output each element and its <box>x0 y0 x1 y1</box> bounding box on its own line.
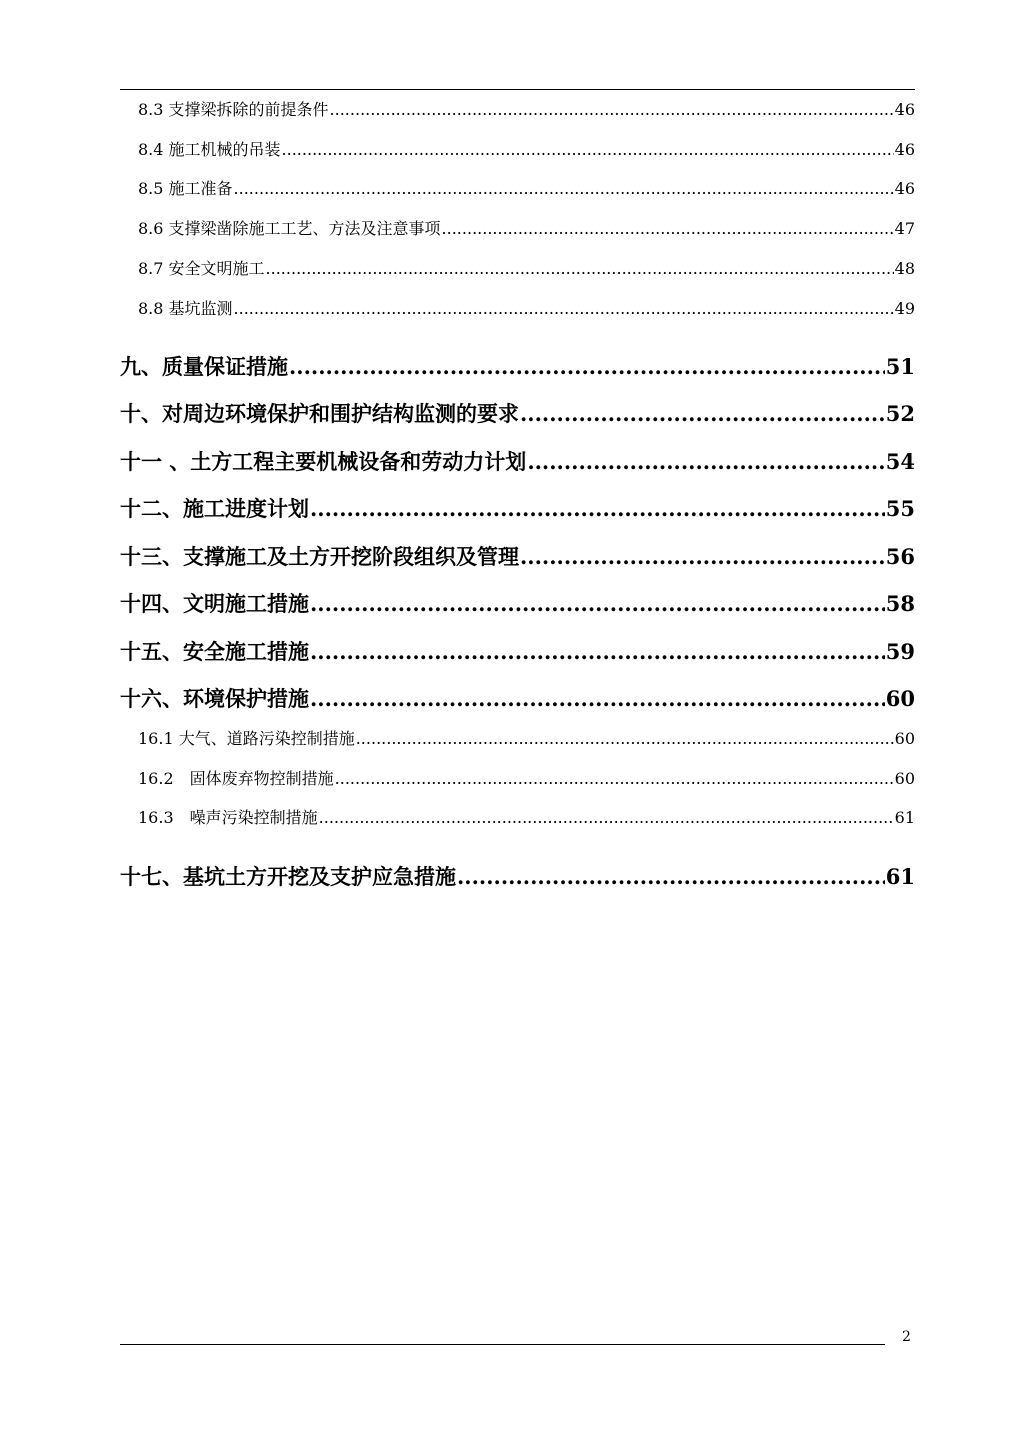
dot-leader <box>520 543 885 571</box>
toc-entry-chapter-13[interactable] <box>120 543 915 571</box>
toc-entry-title: 8.7 安全文明施工 <box>138 259 265 278</box>
toc-entry-page: 56 <box>885 544 915 569</box>
toc-entry-page: 48 <box>894 259 915 278</box>
toc-entry-title: 十七、基坑土方开挖及支护应急措施 <box>120 864 456 889</box>
toc-entry-page: 46 <box>894 140 915 159</box>
toc-entry-8-3[interactable] <box>138 99 915 121</box>
toc-entry-page: 61 <box>894 808 915 827</box>
toc-entry-page: 60 <box>894 729 915 748</box>
footer-page-number: 2 <box>902 1329 911 1345</box>
toc-entry-chapter-12[interactable] <box>120 495 915 523</box>
toc-entry-chapter-14[interactable] <box>120 590 915 618</box>
toc-entry-title: 8.4 施工机械的吊装 <box>138 140 281 159</box>
dot-leader <box>457 863 885 891</box>
toc-entry-chapter-10[interactable] <box>120 400 915 428</box>
toc-entry-page: 47 <box>894 219 915 238</box>
dot-leader <box>266 258 894 280</box>
toc-entry-title: 十一 、土方工程主要机械设备和劳动力计划 <box>120 449 527 474</box>
dot-leader <box>234 298 894 320</box>
dot-leader <box>310 638 885 666</box>
toc-entry-title: 十、对周边环境保护和围护结构监测的要求 <box>120 401 519 426</box>
toc-entry-page: 46 <box>894 100 915 119</box>
toc-entry-title: 九、质量保证措施 <box>120 354 288 379</box>
toc-entry-page: 60 <box>894 769 915 788</box>
toc-entry-title: 16.1 大气、道路污染控制措施 <box>138 729 355 748</box>
toc-entry-8-8[interactable] <box>138 298 915 320</box>
toc-entry-chapter-17[interactable] <box>120 863 915 891</box>
toc-entry-page: 60 <box>885 686 915 711</box>
toc-entry-title: 8.8 基坑监测 <box>138 299 233 318</box>
toc-entry-page: 46 <box>894 179 915 198</box>
dot-leader <box>335 768 894 790</box>
toc-entry-chapter-15[interactable] <box>120 638 915 666</box>
toc-entry-title: 十五、安全施工措施 <box>120 639 309 664</box>
toc-entry-chapter-11[interactable] <box>120 448 915 476</box>
toc-entry-title: 十六、环境保护措施 <box>120 686 309 711</box>
dot-leader <box>319 807 894 829</box>
toc-entry-page: 52 <box>885 401 915 426</box>
toc-entry-title: 十三、支撑施工及土方开挖阶段组织及管理 <box>120 544 519 569</box>
dot-leader <box>356 728 894 750</box>
toc-entry-page: 54 <box>885 449 915 474</box>
toc-entry-page: 49 <box>894 299 915 318</box>
toc-entry-title: 8.5 施工准备 <box>138 179 233 198</box>
toc-entry-page: 59 <box>885 639 915 664</box>
toc-entry-16-3[interactable] <box>138 807 915 829</box>
toc-entry-16-2[interactable] <box>138 768 915 790</box>
dot-leader <box>310 495 885 523</box>
toc-entry-chapter-9[interactable] <box>120 353 915 381</box>
dot-leader <box>527 448 884 476</box>
dot-leader <box>234 178 894 200</box>
toc-entry-title: 十四、文明施工措施 <box>120 591 309 616</box>
dot-leader <box>310 590 885 618</box>
toc-entry-page: 58 <box>885 591 915 616</box>
toc-entry-16-1[interactable] <box>138 728 915 750</box>
dot-leader <box>310 685 885 713</box>
toc-entry-page: 51 <box>885 354 915 379</box>
header-rule <box>120 89 915 90</box>
toc-entry-title: 8.3 支撑梁拆除的前提条件 <box>138 100 329 119</box>
toc-entry-page: 61 <box>885 864 915 889</box>
dot-leader <box>330 99 894 121</box>
dot-leader <box>520 400 885 428</box>
toc-entry-title: 十二、施工进度计划 <box>120 496 309 521</box>
toc-entry-title: 16.3 噪声污染控制措施 <box>138 808 318 827</box>
dot-leader <box>282 139 894 161</box>
toc-entry-chapter-16[interactable] <box>120 685 915 713</box>
toc-entry-8-4[interactable] <box>138 139 915 161</box>
toc-entry-8-5[interactable] <box>138 178 915 200</box>
toc-entry-page: 55 <box>885 496 915 521</box>
footer-rule <box>120 1344 885 1345</box>
toc-entry-8-7[interactable] <box>138 258 915 280</box>
toc-entry-title: 16.2 固体废弃物控制措施 <box>138 769 334 788</box>
dot-leader <box>289 353 885 381</box>
toc-entry-8-6[interactable] <box>138 218 915 240</box>
dot-leader <box>442 218 894 240</box>
toc-entry-title: 8.6 支撑梁凿除施工工艺、方法及注意事项 <box>138 219 441 238</box>
